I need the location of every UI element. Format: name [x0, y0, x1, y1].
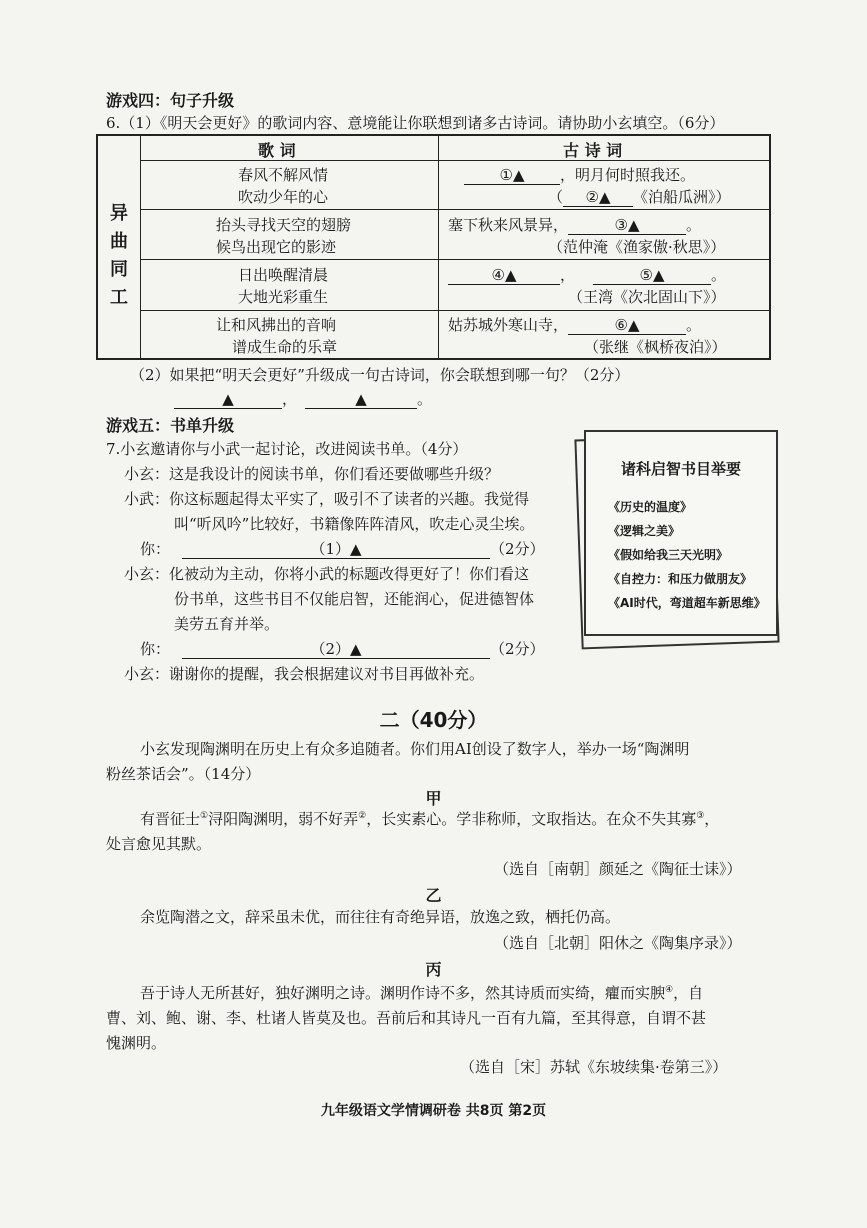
- dialog1-speaker: 小玄：: [124, 465, 170, 483]
- bing-text-1a: 吾于诗人无所甚好，独好渊明之诗。渊明作诗不多，然其诗质而实绮，癯而实腴: [140, 984, 666, 1002]
- section2-intro-1: 小玄发现陶渊明在历史上有众多追随者。你们用AI创设了数字人，举办一场“陶渊明: [140, 740, 690, 758]
- jia-text-2: 处言愈见其默。: [106, 835, 212, 853]
- q6-part2: （2）如果把“明天会更好”升级成一句古诗词，你会联想到哪一句？（2分）: [130, 366, 630, 384]
- book-item-1: 《历史的温度》: [608, 500, 693, 514]
- row2-lyric2: 候鸟出现它的影迹: [216, 238, 337, 256]
- side-label-1: 异: [110, 203, 128, 224]
- jia-source: （选自［南朝］颜延之《陶征士诔》）: [494, 860, 742, 878]
- bing-source: （选自［宋］苏轼《东坡续集·卷第三》）: [460, 1058, 728, 1076]
- blank-2[interactable]: ②▲: [563, 188, 633, 207]
- side-label-3: 同: [110, 259, 128, 280]
- yi-title: 乙: [425, 886, 442, 905]
- row1-source-pre: （: [548, 188, 564, 206]
- blank-3[interactable]: ③▲: [568, 216, 686, 235]
- part2-end: 。: [417, 390, 433, 408]
- dialog4-cont2: 美劳五育并举。: [174, 615, 280, 633]
- book-list-card: [584, 430, 778, 636]
- row4-source: （张继《枫桥夜泊》）: [584, 338, 727, 356]
- book-item-3: 《假如给我三天光明》: [608, 548, 729, 562]
- row4-lyric2: 谱成生命的乐章: [232, 338, 338, 356]
- game5-heading: 游戏五：书单升级: [106, 416, 235, 435]
- dialog4-cont: 份书单，这些书目不仅能启智，还能润心，促进德智体: [174, 590, 535, 608]
- row3-source: （王湾《次北固山下》）: [568, 288, 726, 306]
- dialog3-speaker: 你：: [140, 540, 171, 558]
- q7-intro: 7.小玄邀请你与小武一起讨论，改进阅读书单。（4分）: [106, 440, 468, 458]
- yi-source: （选自［北朝］阳休之《陶集序录》）: [494, 934, 742, 952]
- col-header-poems: 古 诗 词: [563, 141, 623, 160]
- bing-title: 丙: [425, 960, 442, 979]
- jia-note-2: ②: [358, 811, 367, 821]
- row4-poem-tail: 。: [686, 316, 702, 334]
- row3-mid: ，: [560, 266, 576, 284]
- jia-text-1b: 浔阳陶渊明，弱不好弄: [208, 810, 359, 828]
- blank-5[interactable]: ⑤▲: [593, 266, 711, 285]
- part2-blank-1[interactable]: ▲: [174, 390, 282, 409]
- section2-heading: 二（40分）: [379, 708, 488, 732]
- side-label-2: 曲: [110, 231, 128, 252]
- row2-poem-tail: 。: [686, 216, 702, 234]
- bing-text-2: 曹、刘、鲍、谢、李、杜诸人皆莫及也。吾前后和其诗凡一百有九篇，至其得意，自谓不甚: [106, 1009, 707, 1027]
- dialog4-text: 化被动为主动，你将小武的标题改得更好了！你们看这: [169, 565, 530, 583]
- row1-lyric1: 春风不解风情: [238, 166, 329, 184]
- dialog6-speaker: 小玄：: [124, 665, 170, 683]
- bing-note-4: ④: [665, 985, 674, 995]
- row2-poem-head: 塞下秋来风景异，: [448, 216, 569, 234]
- row4-lyric1: 让和风拂出的音响: [216, 316, 337, 334]
- answer-blank-2[interactable]: （2）▲: [182, 640, 490, 659]
- row3-poem-tail: 。: [711, 266, 727, 284]
- row3-lyric2: 大地光彩重生: [238, 288, 329, 306]
- blank-1[interactable]: ①▲: [464, 166, 560, 185]
- dialog2-cont: 叫“听风吟”比较好，书籍像阵阵清风，吹走心灵尘埃。: [174, 515, 535, 533]
- jia-title: 甲: [425, 789, 442, 808]
- bing-text-3: 愧渊明。: [106, 1034, 167, 1052]
- yi-text: 余览陶潜之文，辞采虽未优，而往往有奇绝异语，放逸之致，栖托仍高。: [140, 908, 621, 926]
- row2-source: （范仲淹《渔家傲·秋思》）: [548, 238, 726, 256]
- part2-comma: ，: [282, 390, 298, 408]
- dialog1-text: 这是我设计的阅读书单，你们看还要做哪些升级？: [169, 465, 500, 483]
- page-footer: 九年级语文学情调研卷 共8页 第2页: [320, 1103, 547, 1119]
- jia-text-1c: ，长实素心。学非称师，文取指达。在众不失其寡: [366, 810, 697, 828]
- row1-poem-tail: ，明月何时照我还。: [560, 166, 696, 184]
- dialog4-speaker: 小玄：: [124, 565, 170, 583]
- dialog5-score: （2分）: [490, 640, 545, 658]
- row3-lyric1: 日出唤醒清晨: [238, 266, 329, 284]
- row4-poem-head: 姑苏城外寒山寺，: [448, 316, 569, 334]
- jia-note-1: ①: [200, 811, 209, 821]
- book-card-title: 诸科启智书目举要: [620, 460, 741, 478]
- part2-blank-2[interactable]: ▲: [305, 390, 417, 409]
- jia-text-1d: ，: [704, 810, 720, 828]
- jia-note-3: ③: [696, 811, 705, 821]
- bing-text-1b: ，自: [673, 984, 704, 1002]
- blank-4[interactable]: ④▲: [448, 266, 560, 285]
- dialog2-speaker: 小武：: [124, 490, 170, 508]
- blank-6[interactable]: ⑥▲: [568, 316, 686, 335]
- row1-source: 《泊船瓜洲》）: [633, 188, 731, 206]
- row1-lyric2: 吹动少年的心: [238, 188, 329, 206]
- dialog3-score: （2分）: [490, 540, 545, 558]
- dialog2-text: 你这标题起得太平实了，吸引不了读者的兴趣。我觉得: [169, 490, 530, 508]
- jia-text-1a: 有晋征士: [140, 810, 201, 828]
- side-label-4: 工: [110, 287, 128, 308]
- row2-lyric1: 抬头寻找天空的翅膀: [216, 216, 352, 234]
- dialog6-text: 谢谢你的提醒，我会根据建议对书目再做补充。: [169, 665, 485, 683]
- answer-blank-1[interactable]: （1）▲: [182, 540, 490, 559]
- book-item-4: 《自控力：和压力做朋友》: [608, 572, 753, 586]
- col-header-lyrics: 歌 词: [258, 141, 296, 160]
- section2-intro-2: 粉丝茶话会”。（14分）: [106, 765, 261, 783]
- dialog5-speaker: 你：: [140, 640, 171, 658]
- book-item-5: 《AI时代，弯道超车新思维》: [608, 596, 766, 610]
- game4-heading: 游戏四：句子升级: [106, 91, 235, 110]
- q6-intro: 6.（1）《明天会更好》的歌词内容、意境能让你联想到诸多古诗词。请协助小玄填空。（6分）: [106, 114, 725, 132]
- poem-table: [96, 134, 771, 360]
- book-item-2: 《逻辑之美》: [608, 524, 681, 538]
